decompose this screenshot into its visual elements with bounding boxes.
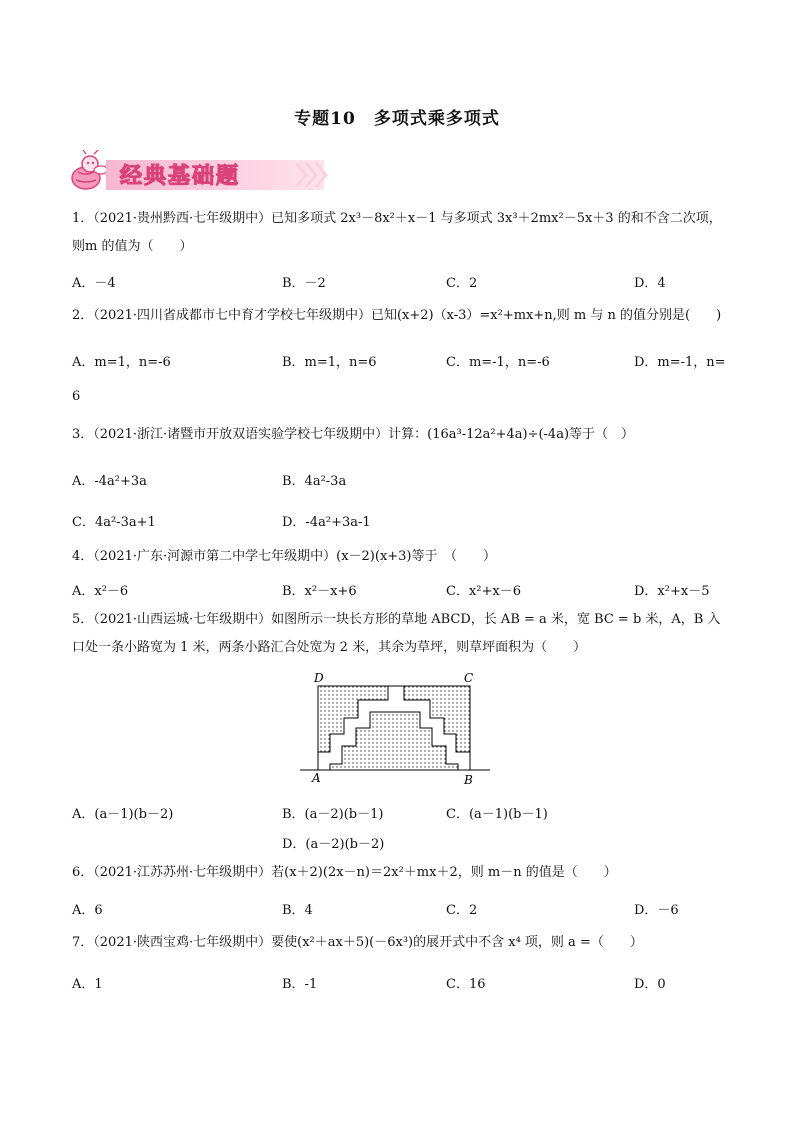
chevron-right-icon [292, 160, 332, 190]
question-3-stem: 3．（2021·浙江·诸暨市开放双语实验学校七年级期中）计算：(16a³-12a²+4a)÷(-4a)等于（ ） [72, 427, 635, 442]
q4-option-d: D．x²+x－5 [634, 584, 710, 599]
label-c: C [464, 671, 474, 685]
q2-option-d: D．m=-1，n= [634, 355, 726, 370]
q1-option-c: C．2 [446, 276, 478, 291]
q3-option-c: C．4a²-3a+1 [72, 515, 156, 530]
q1-option-a: A．－4 [72, 276, 116, 291]
q1-option-b: B．－2 [282, 276, 326, 291]
q3-option-a: A．-4a²+3a [72, 474, 147, 489]
section-banner [68, 150, 328, 194]
q7-option-a: A．1 [72, 977, 103, 992]
page-title: 专题10 多项式乘多项式 [294, 109, 500, 129]
q7-option-b: B．-1 [282, 977, 318, 992]
section-title: 经典基础题 [120, 163, 241, 189]
label-d: D [314, 671, 324, 685]
q2-option-c: C．m=-1，n=-6 [446, 355, 550, 370]
q5-option-d: D．(a－2)(b－2) [282, 837, 385, 852]
q5-option-a: A．(a－1)(b－2) [72, 807, 174, 822]
q2-option-d-wrap: 6 [72, 389, 81, 404]
q3-option-b: B．4a²-3a [282, 474, 347, 489]
question-2-stem: 2．（2021·四川省成都市七中育才学校七年级期中）已知(x+2)（x-3）=x²+mx+n,则 m 与 n 的值分别是( ) [72, 308, 722, 323]
label-b: B [464, 773, 473, 787]
q6-option-a: A．6 [72, 903, 103, 918]
question-1-stem: 1．（2021·贵州黔西·七年级期中）已知多项式 2x³－8x²＋x－1 与多项式 3x³＋2mx²－5x＋3 的和不含二次项， 则m 的值为（ ） [72, 211, 722, 254]
q2-option-a: A．m=1，n=-6 [72, 355, 171, 370]
question-6-stem: 6．（2021·江苏苏州·七年级期中）若(x＋2)(2x－n)＝2x²＋mx＋2，则 m－n 的值是（ ） [72, 865, 617, 880]
q6-option-d: D．－6 [634, 903, 679, 918]
label-a: A [312, 771, 321, 785]
q7-option-c: C．16 [446, 977, 486, 992]
lawn-figure [300, 670, 490, 788]
q6-option-c: C．2 [446, 903, 478, 918]
q5-option-c: C．(a－1)(b－1) [446, 807, 548, 822]
q1-option-d: D．4 [634, 276, 666, 291]
question-7-stem: 7．（2021·陕西宝鸡·七年级期中）要使(x²＋ax＋5)(－6x³)的展开式中不含 x⁴ 项，则 a =（ ） [72, 935, 643, 950]
q4-option-b: B．x²－x+6 [282, 584, 357, 599]
q4-option-a: A．x²－6 [72, 584, 129, 599]
question-5-stem: 5．（2021·山西运城·七年级期中）如图所示一块长方形的草地 ABCD，长 AB = a 米，宽 BC = b 米，A，B 入 口处一条小路宽为 1 米，两条小路汇合处宽为 2 米，其余为草坪，则草坪面积为（ ） [72, 612, 721, 655]
q4-option-c: C．x²+x－6 [446, 584, 521, 599]
q5-option-b: B．(a－2)(b－1) [282, 807, 384, 822]
q3-option-d: D．-4a²+3a-1 [282, 515, 371, 530]
question-4-stem: 4．（2021·广东·河源市第二中学七年级期中）(x－2)(x+3)等于 （ ） [72, 549, 497, 564]
q2-option-b: B．m=1，n=6 [282, 355, 377, 370]
q6-option-b: B．4 [282, 903, 313, 918]
q7-option-d: D．0 [634, 977, 666, 992]
